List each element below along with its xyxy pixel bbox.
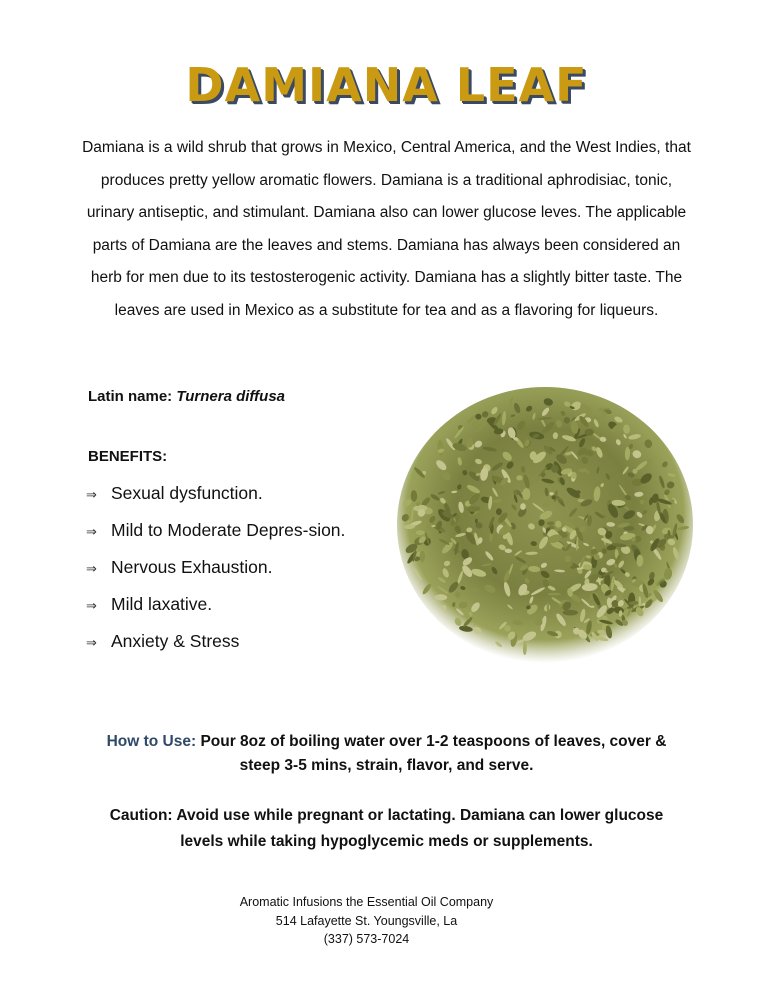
how-to-use-label: How to Use:	[106, 733, 197, 750]
double-arrow-right-icon: ⇒	[86, 524, 97, 539]
caution-text: Avoid use while pregnant or lactating. Damiana can lower glucose levels while taking hypoglycemic meds or supplements.	[176, 807, 664, 850]
latin-name-value: Turnera diffusa	[176, 388, 285, 405]
benefit-text: Nervous Exhaustion.	[111, 557, 273, 577]
leaf-flake	[639, 596, 642, 607]
list-item	[86, 478, 346, 509]
how-to-use-text: Pour 8oz of boiling water over 1-2 teaspoons of leaves, cover & steep 3-5 mins, strain, flavor, and serve.	[200, 733, 667, 774]
leaf-flake	[563, 610, 578, 616]
benefits-list	[86, 478, 346, 663]
benefit-text: Sexual dysfunction.	[111, 483, 263, 503]
leaf-flake	[441, 605, 446, 610]
benefit-text: Anxiety & Stress	[111, 631, 240, 651]
double-arrow-right-icon: ⇒	[86, 635, 97, 650]
list-item	[86, 589, 346, 620]
list-item	[86, 626, 346, 657]
page-title: DAMIANA LEAF	[185, 58, 588, 112]
leaf-flake	[548, 593, 561, 596]
company-footer	[0, 893, 733, 949]
company-address: 514 Lafayette St. Youngsville, La	[275, 913, 458, 928]
intro-paragraph: Damiana is a wild shrub that grows in Mexico, Central America, and the West Indies, that produces pretty yellow aromatic flowers. Damiana is a traditional aphrodisiac, tonic, urinary antiseptic, and stimulant. Damiana also can lower glucose leves. The applicable parts of Damiana are the leaves and stems. Damiana has always been considered an herb for men due to its testosterogenic activity. Damiana has a slightly bitter taste. The leaves are used in Mexico as a substitute for tea and as a flavoring for liqueurs.	[82, 139, 691, 319]
caution-label: Caution:	[109, 807, 173, 824]
double-arrow-right-icon: ⇒	[86, 598, 97, 613]
damiana-herb-image	[390, 380, 700, 670]
latin-name	[88, 388, 285, 405]
benefit-text: Mild to Moderate Depres-sion.	[111, 520, 346, 540]
benefit-text: Mild laxative.	[111, 594, 213, 614]
herb-pile-illustration	[390, 380, 700, 670]
latin-name-label: Latin name:	[88, 388, 173, 405]
company-name: Aromatic Infusions the Essential Oil Company	[239, 895, 494, 909]
caution-note	[90, 803, 683, 855]
company-phone: (337) 573-7024	[323, 932, 410, 946]
leaf-flake	[434, 594, 447, 600]
list-item	[86, 552, 346, 583]
benefits-heading: BENEFITS:	[88, 448, 168, 465]
how-to-use	[90, 730, 683, 778]
list-item	[86, 515, 346, 546]
double-arrow-right-icon: ⇒	[86, 561, 97, 576]
leaf-flake	[420, 551, 425, 563]
leaf-flake	[549, 492, 553, 495]
double-arrow-right-icon: ⇒	[86, 487, 97, 502]
